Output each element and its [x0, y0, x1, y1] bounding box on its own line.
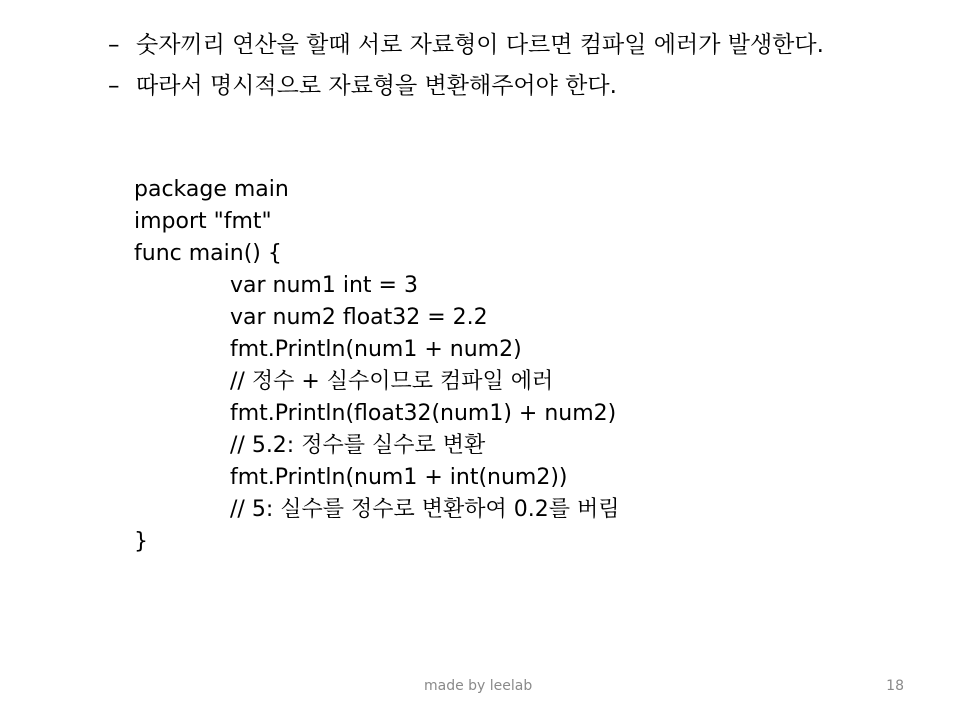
- author-credit: made by leelab: [424, 678, 533, 694]
- code-line-close-brace: }: [134, 529, 148, 554]
- code-line-print-int: fmt.Println(num1 + int(num2)): [230, 465, 568, 490]
- bullet-text: 숫자끼리 연산을 할때 서로 자료형이 다르면 컴파일 에러가 발생한다.: [136, 32, 824, 58]
- code-example: [134, 174, 854, 558]
- code-comment-int-result: // 5: 실수를 정수로 변환하여 0.2를 버림: [230, 497, 620, 522]
- page-number: 18: [886, 678, 904, 694]
- code-line-num1: var num1 int = 3: [230, 273, 418, 298]
- code-line-package: package main: [134, 177, 289, 202]
- code-line-print-float: fmt.Println(float32(num1) + num2): [230, 401, 617, 426]
- dash-bullet-icon: –: [108, 32, 120, 58]
- code-line-import: import "fmt": [134, 209, 272, 234]
- slide-footer: [0, 678, 960, 700]
- code-line-print-sum: fmt.Println(num1 + num2): [230, 337, 522, 362]
- bullet-item-explicit-conversion: [108, 71, 888, 101]
- bullet-text: 따라서 명시적으로 자료형을 변환해주어야 한다.: [136, 73, 617, 99]
- dash-bullet-icon: –: [108, 73, 120, 99]
- code-line-num2: var num2 float32 = 2.2: [230, 305, 488, 330]
- code-line-func-main: func main() {: [134, 241, 282, 266]
- code-comment-float-result: // 5.2: 정수를 실수로 변환: [230, 433, 486, 458]
- code-comment-compile-error: // 정수 + 실수이므로 컴파일 에러: [230, 369, 554, 394]
- bullet-item-compile-error: [108, 30, 888, 60]
- bullet-list: [108, 30, 888, 112]
